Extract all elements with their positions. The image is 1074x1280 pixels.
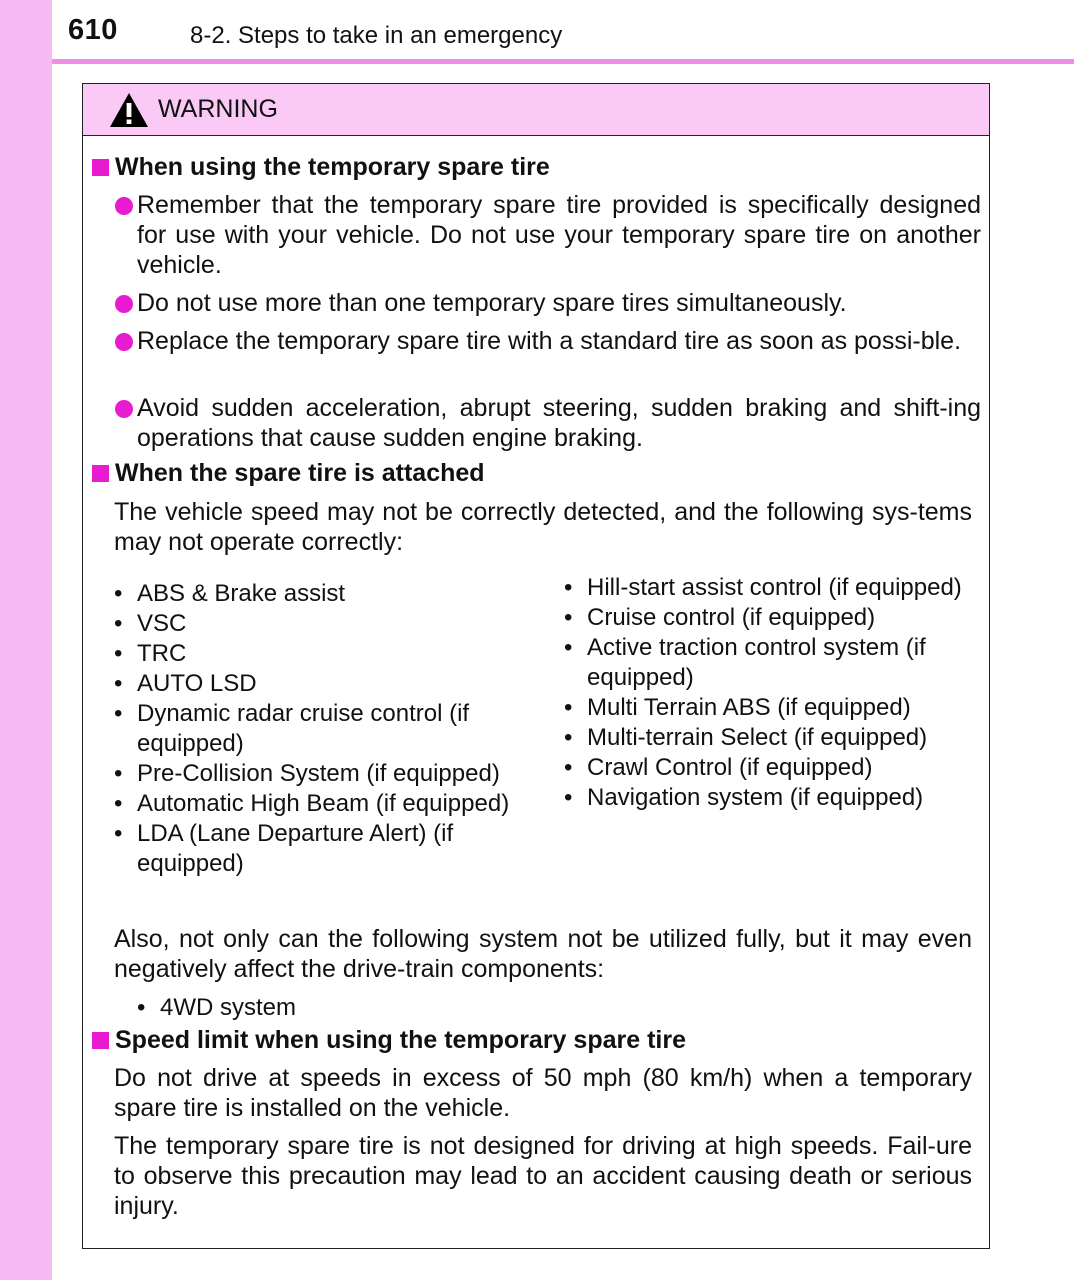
bullet-text: Do not use more than one temporary spare tires simultaneously. (137, 289, 847, 317)
dot-bullet-icon: • (114, 820, 123, 847)
system-list-item-text: 4WD system (160, 994, 297, 1021)
system-list-item (564, 693, 974, 723)
heading-spare-attached (92, 459, 485, 488)
system-list-item (564, 633, 974, 693)
spare-attached-intro: The vehicle speed may not be correctly detected, and the following sys-tems may not operate correctly: (114, 498, 972, 556)
system-list-item (564, 573, 974, 603)
page-edge-strip (0, 0, 52, 1280)
dot-bullet-icon: • (564, 724, 573, 751)
page-number: 610 (68, 14, 118, 46)
system-list-item (564, 753, 974, 783)
dot-bullet-icon: • (114, 640, 123, 667)
system-list-item (114, 819, 534, 879)
dot-bullet-icon: • (564, 754, 573, 781)
heading-speed-limit (92, 1026, 686, 1055)
system-list-item-text: Navigation system (if equipped) (587, 784, 924, 811)
system-list-item (114, 669, 534, 699)
heading-text: Speed limit when using the temporary spare tire (115, 1026, 686, 1054)
system-list-item-text: Active traction control system (if equipped) (587, 634, 926, 691)
warning-box (82, 83, 990, 1249)
heading-temporary-spare (92, 153, 550, 182)
system-list-item-text: Multi Terrain ABS (if equipped) (587, 694, 911, 721)
heading-text: When using the temporary spare tire (115, 153, 550, 181)
system-list-item (114, 579, 534, 609)
also-text: Also, not only can the following system not be utilized fully, but it may even negatively affect the drive-train components: (114, 925, 972, 983)
system-list-item-text: Pre-Collision System (if equipped) (137, 760, 500, 787)
bullet-text: Remember that the temporary spare tire provided is specifically designed for use with your vehicle. Do not use your temporary spare tire on another vehicle. (137, 191, 981, 279)
dot-bullet-icon: • (564, 604, 573, 631)
dot-bullet-icon: • (564, 634, 573, 661)
dot-bullet-icon: • (564, 784, 573, 811)
system-list-item-text: Dynamic radar cruise control (if equipped) (137, 700, 470, 757)
dot-bullet-icon: • (564, 694, 573, 721)
dot-bullet-icon: • (114, 610, 123, 637)
bullet-item (115, 288, 981, 318)
system-list-item-text: Hill-start assist control (if equipped) (587, 574, 962, 601)
system-list-item (137, 993, 537, 1023)
system-list-item-text: ABS & Brake assist (137, 580, 346, 607)
system-list-item-text: TRC (137, 640, 187, 667)
system-list-right (564, 573, 974, 813)
dot-bullet-icon: • (137, 994, 146, 1021)
warning-triangle-icon (109, 92, 149, 128)
dot-bullet-icon: • (114, 790, 123, 817)
header-rule (52, 59, 1074, 64)
system-list-item (564, 723, 974, 753)
dot-bullet-icon: • (114, 700, 123, 727)
dot-bullet-icon: • (114, 760, 123, 787)
dot-bullet-icon: • (114, 580, 123, 607)
dot-bullet-icon: • (114, 670, 123, 697)
also-system-list (137, 993, 537, 1023)
system-list-item-text: Crawl Control (if equipped) (587, 754, 873, 781)
speed-limit-paragraph: Do not drive at speeds in excess of 50 mph (80 km/h) when a temporary spare tire is installed on the vehicle. (114, 1064, 972, 1122)
bullet-item (115, 393, 981, 453)
system-list-item (114, 699, 534, 759)
bullet-item (115, 326, 981, 356)
warning-label: WARNING (158, 95, 278, 123)
system-list-item (114, 639, 534, 669)
system-list-item (114, 759, 534, 789)
circle-bullet-icon (115, 333, 133, 351)
warning-header (83, 84, 989, 136)
system-list-left (114, 579, 534, 879)
system-list-item (564, 603, 974, 633)
circle-bullet-icon (115, 295, 133, 313)
page-header (0, 0, 1074, 64)
system-list-item-text: Automatic High Beam (if equipped) (137, 790, 510, 817)
system-list-item-text: VSC (137, 610, 187, 637)
bullet-text: Replace the temporary spare tire with a standard tire as soon as possi-ble. (137, 327, 962, 355)
system-list-item (564, 783, 974, 813)
system-list-item (114, 609, 534, 639)
square-bullet-icon (92, 1032, 109, 1049)
square-bullet-icon (92, 465, 109, 482)
system-list-item-text: AUTO LSD (137, 670, 257, 697)
circle-bullet-icon (115, 197, 133, 215)
section-title: 8-2. Steps to take in an emergency (190, 22, 563, 49)
system-list-item-text: Cruise control (if equipped) (587, 604, 876, 631)
square-bullet-icon (92, 159, 109, 176)
speed-limit-paragraph: The temporary spare tire is not designed for driving at high speeds. Fail-ure to observe this precaution may lead to an accident causing death or serious injury. (114, 1132, 972, 1220)
bullet-item (115, 190, 981, 280)
system-list-item (114, 789, 534, 819)
dot-bullet-icon: • (564, 574, 573, 601)
circle-bullet-icon (115, 400, 133, 418)
system-list-item-text: LDA (Lane Departure Alert) (if equipped) (137, 820, 454, 877)
heading-text: When the spare tire is attached (115, 459, 485, 487)
bullet-text: Avoid sudden acceleration, abrupt steering, sudden braking and shift-ing operations that cause sudden engine braking. (137, 394, 981, 452)
system-list-item-text: Multi-terrain Select (if equipped) (587, 724, 928, 751)
